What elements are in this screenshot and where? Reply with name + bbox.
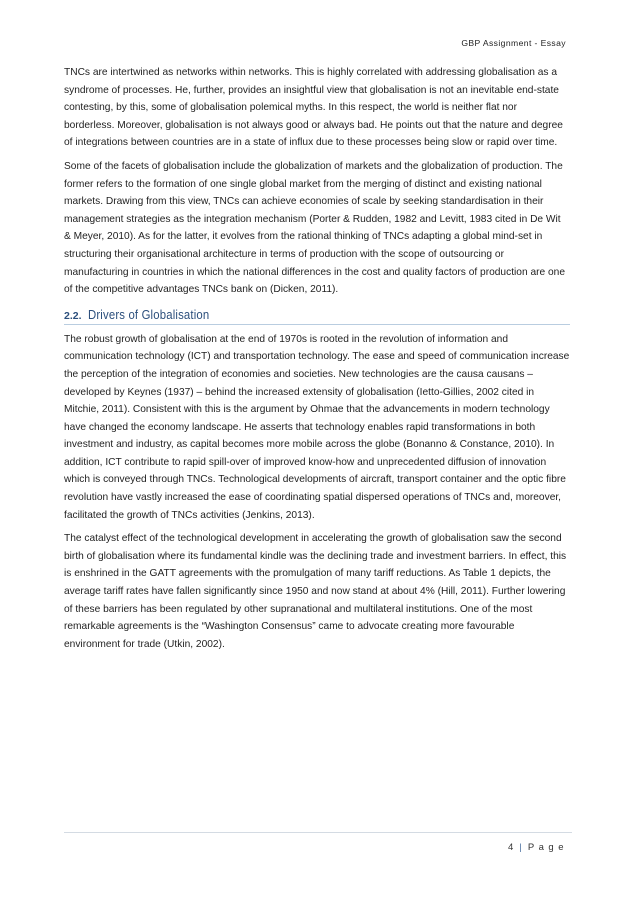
paragraph-facets-of-globalisation: Some of the facets of globalisation include the globalization of markets and the globalization of production. The former refers to the formation of one single global market from the merging of distinct and existing national markets. Drawing from this view, TNCs can achieve economies of scale by seeking standardisation in their management strategies as the integration mechanism (Porter & Rudden, 1982 and Levitt, 1983 cited in De Wit & Meyer, 2010). As for the latter, it evolves from the rational thinking of TNCs adapting a global mind-set in structuring their organisational architecture in terms of production with the scope of outsourcing or manufacturing in countries in which the national differences in the cost and quality factors of production are one of the competitive advantages TNCs bank on (Dicken, 2011). <box>64 160 565 296</box>
paragraph-trade-barriers: The catalyst effect of the technological development in accelerating the growth of globalisation saw the second birth of globalisation where its fundamental kindle was the declining trade and investment barriers. In effect, this is enshrined in the GATT agreements with the promulgation of many tariff reductions. As Table 1 depicts, the average tariff rates have fallen significantly since 1950 and now stand at about 4% (Hill, 2011). Further lowering of these barriers has been regulated by other supranational and multilateral institutions. One of the most remarkable agreements is the “Washington Consensus” came to advocate creating more favourable environment for trade (Utkin, 2002). <box>64 533 567 650</box>
footer-separator: | <box>519 842 522 853</box>
paragraph-tnc-networks: TNCs are intertwined as networks within networks. This is highly correlated with addressing globalisation as a syndrome of processes. He, further, provides an insightful view that globalisation is not an inevitable end-state contesting, by this, some of globalisation polemical myths. In this respect, the world is neither flat nor borderless. Moreover, globalisation is not always good or always bad. He points out that the nature and degree of integrations between countries are in a state of influx due to these processes being slow or rapid over time. <box>64 67 563 149</box>
section-number: 2.2. <box>64 309 82 322</box>
section-title: Drivers of Globalisation <box>87 306 209 322</box>
running-header: GBP Assignment - Essay <box>461 38 566 48</box>
footer-divider <box>64 832 572 833</box>
section-heading <box>64 307 570 325</box>
page-content <box>64 64 570 659</box>
page-footer <box>508 842 568 853</box>
page-label: Page <box>527 842 568 853</box>
paragraph-technology-drivers: The robust growth of globalisation at the end of 1970s is rooted in the revolution of information and communication technology (ICT) and transportation technology. The ease and speed of communication increase the perception of the integration of economies and societies. New technologies are the causa causans – developed by Keynes (1937) – behind the increased extensity of globalisation (Ietto-Gillies, 2002 cited in Mitchie, 2011). Consistent with this is the argument by Ohmae that the advancements in modern technology have changed the economy landscape. He asserts that technology enables rapid transformations in both investment and industry, as capital becomes more mobile across the globe (Bonanno & Constance, 2010). In addition, ICT contribute to rapid spill-over of improved know-how and unprecedented diffusion of innovation which is conveyed through TNCs. Technological developments of aircraft, transport container and the optic fibre revolution have vastly increased the ease of coordinating spatial dispersed operations of TNCs and, moreover, facilitated the growth of TNCs activities (Jenkins, 2013). <box>64 333 570 521</box>
page-number: 4 <box>508 842 514 853</box>
